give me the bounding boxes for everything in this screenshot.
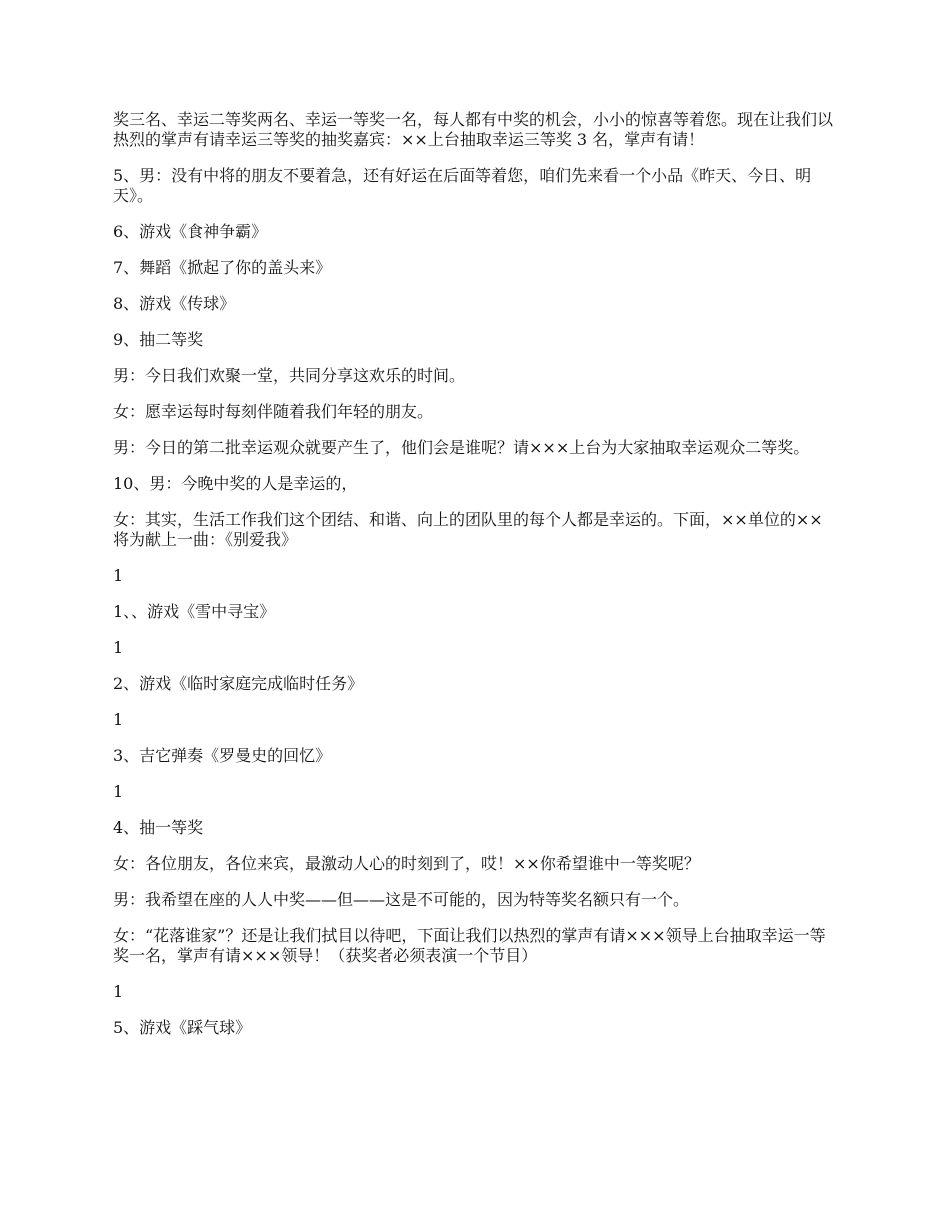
paragraph-7: 男：今日我们欢聚一堂，共同分享这欢乐的时间。	[113, 366, 466, 385]
paragraph-20: 女：各位朋友，各位来宾，最激动人心的时刻到了，哎！××你希望谁中一等奖呢？	[113, 854, 700, 873]
paragraph-21: 男：我希望在座的人人中奖——但——这是不可能的，因为特等奖名额只有一个。	[113, 890, 690, 909]
paragraph-1: 奖三名、幸运二等奖两名、幸运一等奖一名，每人都有中奖的机会，小小的惊喜等着您。现在让我们以热烈的掌声有请幸运三等奖的抽奖嘉宾：××上台抽取幸运三等奖 3 名，掌声有请！	[113, 110, 834, 149]
paragraph-23: 1	[113, 982, 124, 1001]
paragraph-13: 1、、游戏《雪中寻宝》	[113, 602, 276, 621]
paragraph-18: 1	[113, 782, 124, 801]
paragraph-19: 4、抽一等奖	[113, 818, 204, 837]
paragraph-6: 9、抽二等奖	[113, 330, 204, 349]
paragraph-11: 女：其实，生活工作我们这个团结、和谐、向上的团队里的每个人都是幸运的。下面，××单位的××将为献上一曲：《别爱我》	[113, 510, 823, 549]
paragraph-3: 6、游戏《食神争霸》	[113, 222, 268, 241]
paragraph-15: 2、游戏《临时家庭完成临时任务》	[113, 674, 364, 693]
paragraph-12: 1	[113, 566, 124, 585]
paragraph-17: 3、吉它弹奏《罗曼史的回忆》	[113, 746, 332, 765]
paragraph-2: 5、男：没有中将的朋友不要着急，还有好运在后面等着您，咱们先来看一个小品《昨天、今日、明天》。	[113, 166, 812, 205]
paragraph-10: 10、男：今晚中奖的人是幸运的，	[113, 474, 358, 493]
paragraph-4: 7、舞蹈《掀起了你的盖头来》	[113, 258, 332, 277]
paragraph-16: 1	[113, 710, 124, 729]
paragraph-22: 女：“花落谁家”？还是让我们拭目以待吧，下面让我们以热烈的掌声有请×××领导上台抽取幸运一等奖一名，掌声有请×××领导！（获奖者必须表演一个节目）	[113, 926, 826, 965]
document-page	[113, 110, 833, 1054]
paragraph-5: 8、游戏《传球》	[113, 294, 236, 313]
paragraph-8: 女：愿幸运每时每刻伴随着我们年轻的朋友。	[113, 402, 434, 421]
paragraph-14: 1	[113, 638, 124, 657]
paragraph-9: 男：今日的第二批幸运观众就要产生了，他们会是谁呢？请×××上台为大家抽取幸运观众二等奖。	[113, 438, 810, 457]
paragraph-24: 5、游戏《踩气球》	[113, 1018, 252, 1037]
